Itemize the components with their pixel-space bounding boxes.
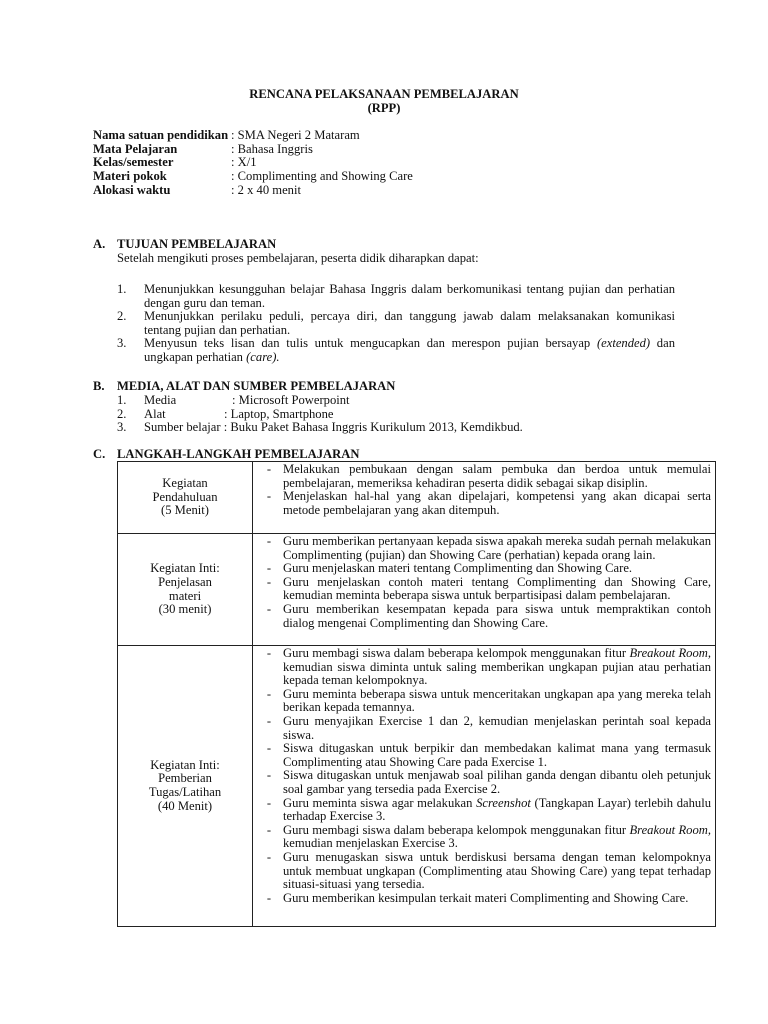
activity-text: [283, 688, 711, 715]
item-number: 1.: [117, 282, 127, 296]
activity-item: [255, 562, 711, 576]
activity-text: Melakukan pembukaan dengan salam pembuka dan berdoa untuk memulai pembelajaran, memeriksa kehadiran peserta didik sebagai sikap disiplin.: [283, 462, 711, 490]
item-key: Sumber belajar: [144, 420, 221, 435]
list-item: [117, 421, 523, 435]
bullet-dash: -: [266, 849, 272, 864]
item-text: Menunjukkan perilaku peduli, percaya diri, dan tanggung jawab dalam melaksanakan komunikasi tentang pujian dan perhatian.: [144, 309, 675, 337]
identity-value: : Bahasa Inggris: [231, 141, 313, 156]
activity-item: [255, 715, 711, 742]
activity-item: [255, 892, 711, 906]
section-title: TUJUAN PEMBELAJARAN: [117, 237, 277, 251]
identity-key: Kelas/semester: [93, 155, 174, 170]
identity-value: : Complimenting and Showing Care: [231, 169, 413, 184]
phase-label-line: Tugas/Latihan: [148, 785, 222, 799]
phase-label-line: (40 Menit): [157, 798, 213, 813]
activity-text: [283, 647, 711, 688]
phase-label-line: (30 menit): [158, 602, 212, 617]
activity-text-part: Guru membagi siswa dalam beberapa kelompok menggunakan fitur: [283, 822, 630, 837]
bullet-dash: -: [266, 462, 272, 476]
activity-item: [255, 688, 711, 715]
section-c-heading: [93, 448, 359, 462]
document-title: RENCANA PELAKSANAAN PEMBELAJARAN: [249, 87, 519, 101]
item-value: : Microsoft Powerpoint: [232, 393, 350, 407]
activity-text: [283, 824, 711, 851]
phase-label-line: Kegiatan: [162, 476, 208, 491]
identity-row: [93, 129, 413, 143]
activities-cell: [253, 462, 716, 534]
item-text: [144, 337, 675, 364]
activity-item: [255, 851, 711, 892]
media-list: [117, 394, 523, 435]
section-letter: A.: [93, 237, 106, 251]
item-text-italic: (extended): [596, 336, 651, 351]
item-key: Alat: [144, 406, 166, 421]
activity-text: Guru memberikan pertanyaan kepada siswa apakah mereka sudah pernah melakukan Complimenting (pujian) dan Showing Care (perhatian) kepada orang lain.: [283, 534, 711, 562]
activity-item: [255, 769, 711, 796]
activity-item: [255, 647, 711, 688]
phase-label-cell: [118, 534, 253, 646]
activity-text-part: kemudian siswa diminta untuk saling memberikan ungkapan pujian atau perhatian kepada teman kelompoknya.: [283, 659, 711, 688]
document-subtitle: (RPP): [367, 101, 401, 115]
section-title: LANGKAH-LANGKAH PEMBELAJARAN: [117, 447, 360, 461]
bullet-dash: -: [266, 574, 272, 589]
section-title: MEDIA, ALAT DAN SUMBER PEMBELAJARAN: [117, 379, 396, 393]
bullet-dash: -: [266, 890, 272, 905]
item-number: 3.: [117, 420, 127, 435]
phase-label-line: Penjelasan: [158, 574, 212, 589]
bullet-dash: -: [266, 686, 272, 701]
table-row: [118, 646, 716, 927]
bullet-dash: -: [266, 741, 272, 756]
bullet-dash: -: [266, 561, 272, 576]
activity-text-italic: Screenshot: [476, 795, 531, 810]
item-number: 3.: [117, 336, 127, 351]
section-letter: B.: [93, 379, 105, 393]
phase-label-line: Kegiatan Inti:: [150, 757, 220, 772]
identity-key: Mata Pelajaran: [93, 141, 178, 156]
item-text-part: dan ungkapan perhatian: [144, 336, 675, 364]
identity-value: : SMA Negeri 2 Mataram: [231, 128, 360, 142]
activity-text-part: (Tangkapan Layar) terlebih dahulu terhadap Exercise 3.: [283, 795, 711, 824]
identity-key: Materi pokok: [93, 169, 167, 184]
activity-text-part: Siswa ditugaskan untuk berpikir dan membedakan kalimat mana yang termasuk Complimenting atau Showing Care pada Exercise 1.: [283, 741, 711, 769]
identity-key: Nama satuan pendidikan: [93, 128, 229, 142]
activities-cell: [253, 646, 716, 927]
item-key: Media: [144, 393, 177, 407]
activity-item: [255, 742, 711, 769]
table-row: [118, 462, 716, 534]
identity-row: [93, 156, 413, 170]
phase-label-cell: [118, 462, 253, 534]
activity-text: [283, 797, 711, 824]
item-text: Menunjukkan kesungguhan belajar Bahasa Inggris dalam berkomunikasi tentang pujian dan perhatian dengan guru dan teman.: [144, 282, 675, 310]
identity-row: [93, 184, 413, 198]
bullet-dash: -: [266, 822, 272, 837]
activities-cell: [253, 534, 716, 646]
item-number: 2.: [117, 309, 127, 324]
activity-item: [255, 535, 711, 562]
list-item: [117, 310, 675, 337]
item-value: : Buku Paket Bahasa Inggris Kurikulum 2013, Kemdikbud.: [223, 420, 523, 435]
identity-block: [93, 129, 413, 197]
list-item: [117, 337, 675, 364]
activity-text-part: Guru membagi siswa dalam beberapa kelompok menggunakan fitur: [283, 646, 630, 660]
item-value: : Laptop, Smartphone: [224, 406, 334, 421]
activity-text-part: Guru meminta beberapa siswa untuk menceritakan ungkapan apa yang mereka telah berikan kepada temannya.: [283, 686, 711, 715]
objectives-list: [117, 283, 675, 365]
activity-item: [255, 576, 711, 603]
item-text-italic: (care).: [246, 349, 280, 364]
section-letter: C.: [93, 447, 106, 461]
bullet-dash: -: [266, 768, 272, 783]
phase-label-line: (5 Menit): [161, 503, 209, 518]
activity-item: [255, 603, 711, 630]
section-b-heading: [93, 380, 395, 394]
activity-text-italic: Breakout Room,: [629, 646, 712, 660]
list-item: [117, 394, 523, 408]
phase-label-line: materi: [168, 588, 202, 603]
section-a-heading: [93, 238, 276, 252]
activity-text: [283, 742, 711, 769]
phase-label-cell: [118, 646, 253, 927]
activity-text-part: Siswa ditugaskan untuk menjawab soal pilihan ganda dengan dibantu oleh petunjuk soal gambar yang tersedia pada Exercise 2.: [283, 768, 711, 796]
activity-text-part: Guru memberikan kesimpulan terkait materi Complimenting and Showing Care.: [283, 890, 689, 905]
bullet-dash: -: [266, 795, 272, 810]
list-item: [117, 283, 675, 310]
activity-text: Guru memberikan kesempatan kepada para siswa untuk mempraktikan contoh dialog mengenai Complimenting dan Showing Care.: [283, 601, 711, 630]
activity-text: Guru menjelaskan materi tentang Complimenting dan Showing Care.: [283, 561, 633, 576]
activity-text: Menjelaskan hal-hal yang akan dipelajari, kompetensi yang akan dicapai serta metode pembelajaran yang akan ditempuh.: [283, 489, 711, 517]
phase-label-line: Pendahuluan: [152, 489, 218, 504]
phase-label-line: Pemberian: [158, 771, 212, 786]
bullet-dash: -: [266, 489, 272, 504]
activity-item: [255, 824, 711, 851]
activity-text-italic: Breakout Room,: [629, 822, 712, 837]
activity-text: [283, 851, 711, 892]
identity-value: : 2 x 40 menit: [231, 182, 301, 197]
list-item: [117, 408, 523, 422]
activity-text: [283, 892, 711, 906]
activity-text: [283, 715, 711, 742]
activity-text-part: Guru menugaskan siswa untuk berdiskusi bersama dengan teman kelompoknya untuk membuat ungkapan (Complimenting atau Showing Care) yang tepat terhadap situasi-situasi yang tersedia.: [283, 849, 711, 892]
bullet-dash: -: [266, 601, 272, 616]
activity-item: [255, 797, 711, 824]
phase-label-line: Kegiatan Inti:: [150, 561, 220, 576]
item-text-part: Menyusun teks lisan dan tulis untuk mengucapkan dan merespon pujian bersayap: [144, 336, 597, 351]
identity-value: : X/1: [231, 155, 257, 170]
activity-item: [255, 490, 711, 517]
bullet-dash: -: [266, 646, 272, 660]
bullet-dash: -: [266, 713, 272, 728]
identity-row: [93, 143, 413, 157]
learning-steps-table: [117, 461, 716, 927]
activity-text-part: Guru menyajikan Exercise 1 dan 2, kemudian menjelaskan perintah soal kepada siswa.: [283, 713, 711, 742]
activity-item: [255, 463, 711, 490]
section-a-intro: Setelah mengikuti proses pembelajaran, peserta didik diharapkan dapat:: [117, 251, 479, 265]
activity-text-part: kemudian menjelaskan Exercise 3.: [283, 836, 458, 851]
activity-text: [283, 769, 711, 796]
activity-text: Guru menjelaskan contoh materi tentang Complimenting dan Showing Care, kemudian meminta beberapa siswa untuk berpartisipasi dalam pembelajaran.: [283, 574, 711, 603]
identity-key: Alokasi waktu: [93, 182, 171, 197]
bullet-dash: -: [266, 534, 272, 548]
identity-row: [93, 170, 413, 184]
item-number: 2.: [117, 406, 127, 421]
table-row: [118, 534, 716, 646]
item-number: 1.: [117, 393, 127, 407]
activity-text-part: Guru meminta siswa agar melakukan: [283, 795, 477, 810]
